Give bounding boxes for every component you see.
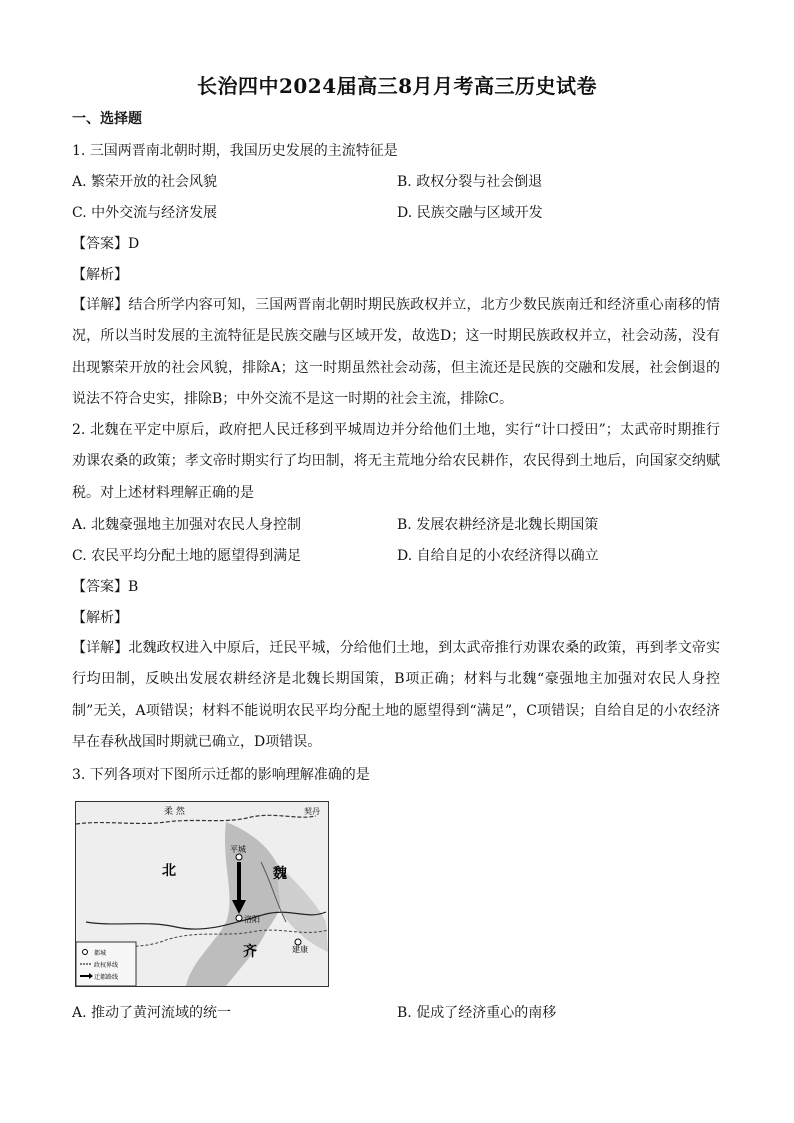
question-3-option-b: B. 促成了经济重心的南移 bbox=[397, 1005, 557, 1021]
pingcheng-marker bbox=[236, 854, 242, 860]
question-1-detail: 【详解】结合所学内容可知，三国两晋南北朝时期民族政权并立，北方少数民族南迁和经济重心南移的情况，所以当时发展的主流特征是民族交融与区域开发，故选D；这一时期民族政权并立，社会动荡，没有出现繁荣开放的社会风貌，排除A；这一时期虽然社会动荡，但主流还是民族的交融和发展，社会倒退的说法不符合史实，排除B；中外交流不是这一时期的社会主流，排除C。 bbox=[72, 297, 720, 408]
question-2-option-c: C. 农民平均分配土地的愿望得到满足 bbox=[72, 548, 302, 564]
luoyang-marker bbox=[236, 915, 242, 921]
question-1-stem: 1. 三国两晋南北朝时期，我国历史发展的主流特征是 bbox=[72, 143, 398, 159]
legend-capital-icon bbox=[83, 950, 88, 955]
map-drawing bbox=[76, 802, 328, 986]
legend-capital-label: 都城 bbox=[94, 950, 107, 957]
label-rouran: 柔 然 bbox=[164, 807, 185, 817]
label-pingcheng: 平城 bbox=[230, 845, 246, 854]
label-wei: 魏 bbox=[273, 866, 287, 882]
label-corner: 契丹 bbox=[304, 807, 320, 816]
question-2-analysis-label: 【解析】 bbox=[72, 610, 128, 626]
question-1-option-d: D. 民族交融与区域开发 bbox=[397, 205, 543, 221]
label-qi: 齐 bbox=[243, 944, 257, 960]
page-title: 长治四中2024届高三8月月考高三历史试卷 bbox=[196, 74, 598, 98]
question-3-stem: 3. 下列各项对下图所示迁都的影响理解准确的是 bbox=[72, 767, 370, 783]
question-2-option-b: B. 发展农耕经济是北魏长期国策 bbox=[397, 517, 599, 533]
question-2-option-d: D. 自给自足的小农经济得以确立 bbox=[397, 548, 599, 564]
question-1-option-a: A. 繁荣开放的社会风貌 bbox=[72, 174, 218, 190]
legend-route-label: 迁都路线 bbox=[94, 974, 119, 981]
question-2-option-a: A. 北魏豪强地主加强对农民人身控制 bbox=[72, 517, 302, 533]
migration-map bbox=[75, 801, 329, 987]
question-1-option-b: B. 政权分裂与社会倒退 bbox=[397, 174, 543, 190]
question-3-option-a: A. 推动了黄河流域的统一 bbox=[72, 1005, 232, 1021]
question-2-stem: 2. 北魏在平定中原后，政府把人民迁移到平城周边并分给他们土地，实行“计口授田”；太武帝时期推行劝课农桑的政策；孝文帝时期实行了均田制，将无主荒地分给农民耕作，农民得到土地后，向国家交纳赋税。对上述材料理解正确的是 bbox=[72, 422, 720, 501]
question-1-answer: 【答案】D bbox=[72, 236, 140, 252]
question-2-answer: 【答案】B bbox=[72, 579, 139, 595]
question-1-option-c: C. 中外交流与经济发展 bbox=[72, 205, 218, 221]
section-heading: 一、选择题 bbox=[72, 111, 142, 127]
label-luoyang: 洛阳 bbox=[244, 915, 260, 924]
label-north: 北 bbox=[162, 863, 176, 879]
question-1-analysis-label: 【解析】 bbox=[72, 267, 128, 283]
legend-boundary-label: 政权界线 bbox=[94, 962, 119, 969]
question-2-detail: 【详解】北魏政权进入中原后，迁民平城，分给他们土地，到太武帝推行劝课农桑的政策，再到孝文帝实行均田制，反映出发展农耕经济是北魏长期国策，B项正确；材料与北魏“豪强地主加强对农民人身控制”无关，A项错误；材料不能说明农民平均分配土地的愿望得到“满足”，C项错误；自给自足的小农经济早在春秋战国时期就已确立，D项错误。 bbox=[72, 640, 720, 751]
label-jiankang: 建康 bbox=[292, 945, 308, 954]
